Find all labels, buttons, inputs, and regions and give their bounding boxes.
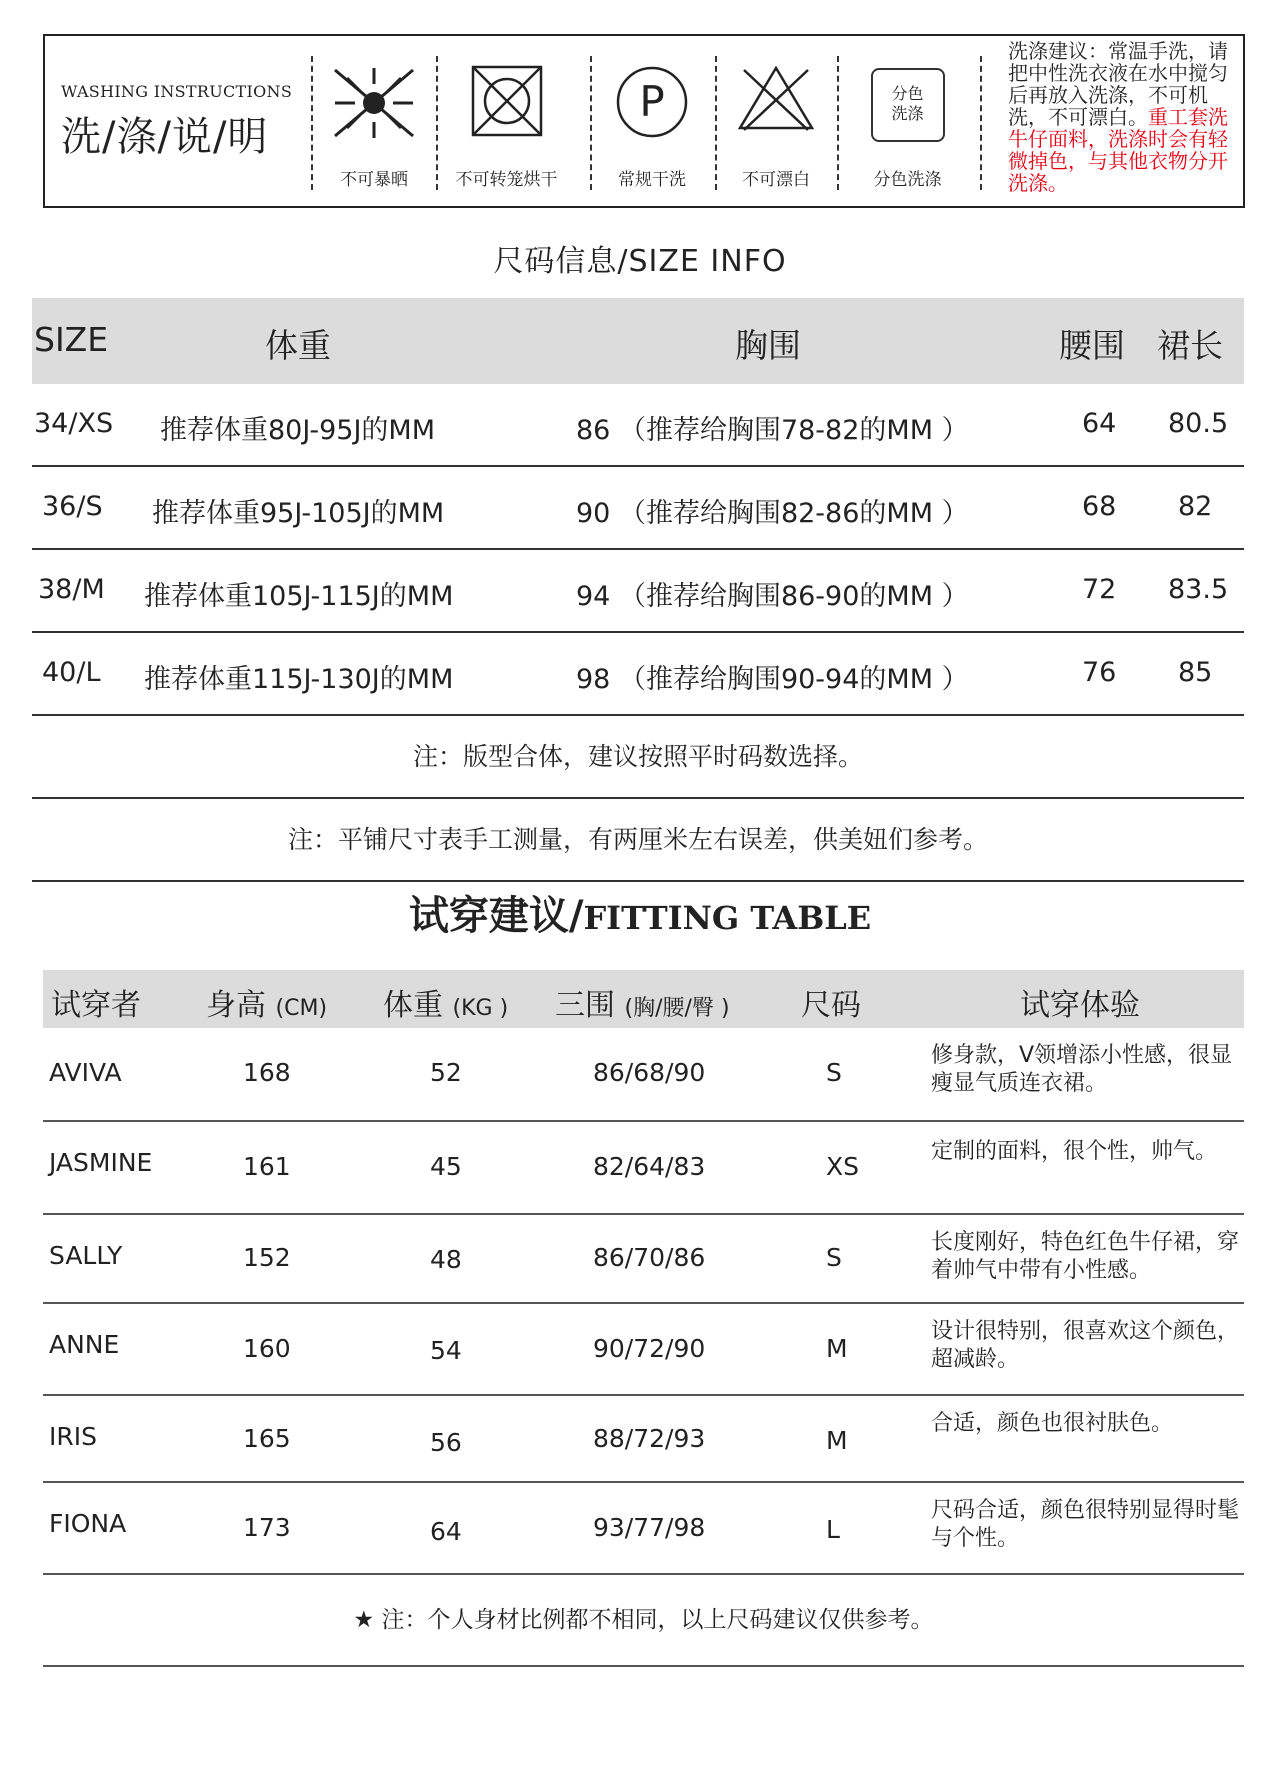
waist-cell: 76 bbox=[1082, 657, 1117, 688]
fitting-title-en: FITTING TABLE bbox=[583, 899, 872, 937]
symbol-no-tumble-dry bbox=[439, 56, 574, 190]
size-cell: 34/XS bbox=[34, 408, 114, 439]
tester-weight: 52 bbox=[430, 1058, 462, 1087]
header-tester: 试穿者 bbox=[51, 988, 141, 1023]
bust-cell: 90 （推荐给胸围82-86的MM ） bbox=[576, 498, 969, 529]
size-cell: 38/M bbox=[38, 574, 105, 605]
divider bbox=[436, 56, 438, 190]
header-height-unit: (CM) bbox=[275, 996, 328, 1021]
tester-experience: 修身款，V领增添小性感，很显瘦显气质连衣裙。 bbox=[931, 1043, 1233, 1096]
tester-name: SALLY bbox=[49, 1241, 123, 1270]
washing-instructions-box bbox=[43, 34, 1245, 208]
tester-height: 173 bbox=[243, 1513, 291, 1542]
tester-measure: 93/77/98 bbox=[593, 1513, 706, 1542]
fitting-row bbox=[43, 1215, 1244, 1304]
dry-clean-p-icon bbox=[614, 64, 690, 140]
tester-measure: 82/64/83 bbox=[593, 1152, 706, 1181]
bust-cell: 94 （推荐给胸围86-90的MM ） bbox=[576, 581, 969, 612]
size-row bbox=[32, 384, 1244, 467]
header-size: SIZE bbox=[34, 320, 109, 359]
symbol-label: 不可漂白 bbox=[742, 170, 810, 190]
tester-height: 152 bbox=[243, 1243, 291, 1272]
fitting-row bbox=[43, 1483, 1244, 1575]
waist-cell: 72 bbox=[1082, 574, 1117, 605]
symbol-label: 常规干洗 bbox=[618, 170, 686, 190]
size-row bbox=[32, 550, 1244, 633]
washing-brand bbox=[61, 82, 301, 162]
symbol-label: 分色洗涤 bbox=[873, 170, 942, 190]
header-weight bbox=[383, 980, 508, 1024]
tester-height: 168 bbox=[243, 1058, 291, 1087]
fitting-row bbox=[43, 1304, 1244, 1396]
fitting-row bbox=[43, 1028, 1244, 1122]
tester-experience: 尺码合适，颜色很特别显得时髦与个性。 bbox=[931, 1498, 1240, 1551]
tester-height: 165 bbox=[243, 1424, 291, 1453]
size-note: 注：版型合体，建议按照平时码数选择。 bbox=[32, 716, 1244, 799]
fitting-title bbox=[0, 884, 1280, 941]
header-measure-label: 三围 bbox=[555, 988, 615, 1023]
bust-cell: 86 （推荐给胸围78-82的MM ） bbox=[576, 415, 969, 446]
divider bbox=[715, 56, 717, 190]
fitting-title-cn: 试穿建议/ bbox=[408, 893, 584, 939]
symbol-separate-wash bbox=[840, 56, 975, 190]
size-info-title: 尺码信息/SIZE INFO bbox=[493, 244, 787, 279]
symbol-no-sun bbox=[315, 56, 433, 190]
tester-measure: 86/70/86 bbox=[593, 1243, 706, 1272]
size-row bbox=[32, 633, 1244, 716]
size-table bbox=[32, 298, 1244, 882]
tester-name: AVIVA bbox=[49, 1058, 122, 1087]
divider bbox=[311, 56, 313, 190]
symbol-no-bleach bbox=[718, 56, 834, 190]
tester-weight: 45 bbox=[430, 1152, 462, 1181]
divider bbox=[837, 56, 839, 190]
tester-name: FIONA bbox=[49, 1509, 127, 1538]
tester-name: JASMINE bbox=[49, 1148, 153, 1177]
header-length: 裙长 bbox=[1157, 326, 1223, 365]
divider bbox=[590, 56, 592, 190]
length-cell: 85 bbox=[1178, 657, 1213, 688]
length-cell: 80.5 bbox=[1168, 408, 1229, 439]
tester-size: M bbox=[826, 1334, 848, 1363]
tester-measure: 86/68/90 bbox=[593, 1058, 706, 1087]
tester-weight: 54 bbox=[430, 1336, 462, 1365]
tester-weight: 56 bbox=[430, 1428, 462, 1457]
size-row bbox=[32, 467, 1244, 550]
header-height-label: 身高 bbox=[206, 988, 266, 1023]
header-measure bbox=[555, 980, 730, 1024]
header-measure-unit: (胸/腰/臀 ) bbox=[624, 996, 730, 1021]
no-sun-icon bbox=[329, 64, 419, 142]
tester-name: IRIS bbox=[49, 1422, 97, 1451]
tester-size: S bbox=[826, 1058, 842, 1087]
fitting-table-header bbox=[43, 970, 1244, 1028]
size-cell: 40/L bbox=[42, 657, 101, 688]
weight-cell: 推荐体重115J-130J的MM bbox=[144, 664, 454, 695]
header-weight-unit: (KG ) bbox=[452, 996, 509, 1021]
tester-measure: 90/72/90 bbox=[593, 1334, 706, 1363]
header-bust: 胸围 bbox=[735, 326, 801, 365]
tester-experience: 合适，颜色也很衬肤色。 bbox=[931, 1411, 1174, 1436]
fitting-note: ★ 注：个人身材比例都不相同，以上尺码建议仅供参考。 bbox=[43, 1575, 1244, 1667]
washing-advice-text: 洗涤建议：常温手洗，请把中性洗衣液在水中搅匀后再放入洗涤，不可机洗，不可漂白。 bbox=[1008, 39, 1228, 129]
tester-weight: 64 bbox=[430, 1517, 462, 1546]
washing-advice-warning: 重工套洗牛仔面料，洗涤时会有轻微掉色，与其他衣物分开洗涤。 bbox=[1008, 105, 1228, 195]
no-bleach-icon bbox=[736, 64, 816, 134]
size-cell: 36/S bbox=[42, 491, 103, 522]
size-note: 注：平铺尺寸表手工测量，有两厘米左右误差，供美妞们参考。 bbox=[32, 799, 1244, 882]
weight-cell: 推荐体重80J-95J的MM bbox=[160, 415, 436, 446]
symbol-label: 不可转笼烘干 bbox=[455, 170, 558, 190]
header-weight: 体重 bbox=[265, 326, 331, 365]
tester-size: S bbox=[826, 1243, 842, 1272]
tester-size: XS bbox=[826, 1152, 859, 1181]
bust-cell: 98 （推荐给胸围90-94的MM ） bbox=[576, 664, 969, 695]
tester-height: 161 bbox=[243, 1152, 291, 1181]
header-height bbox=[206, 980, 327, 1024]
svg-text:P: P bbox=[639, 77, 665, 126]
no-tumble-dry-icon bbox=[470, 64, 544, 138]
fitting-row bbox=[43, 1396, 1244, 1483]
waist-cell: 64 bbox=[1082, 408, 1117, 439]
tester-weight: 48 bbox=[430, 1245, 462, 1274]
tester-measure: 88/72/93 bbox=[593, 1424, 706, 1453]
weight-cell: 推荐体重95J-105J的MM bbox=[152, 498, 445, 529]
washing-title-en: WASHING INSTRUCTIONS bbox=[61, 82, 293, 101]
length-cell: 83.5 bbox=[1168, 574, 1229, 605]
header-weight-label: 体重 bbox=[383, 988, 443, 1023]
weight-cell: 推荐体重105J-115J的MM bbox=[144, 581, 454, 612]
tester-name: ANNE bbox=[49, 1330, 120, 1359]
washing-title-cn: 洗/涤/说/明 bbox=[61, 114, 269, 160]
divider bbox=[980, 56, 982, 190]
size-table-header bbox=[32, 298, 1244, 384]
header-waist: 腰围 bbox=[1059, 326, 1125, 365]
tester-height: 160 bbox=[243, 1334, 291, 1363]
tester-size: L bbox=[826, 1515, 840, 1544]
washing-advice bbox=[1008, 40, 1240, 194]
tester-experience: 设计很特别，很喜欢这个颜色，超减龄。 bbox=[931, 1319, 1240, 1372]
separate-wash-icon: 分色 洗涤 bbox=[871, 68, 945, 142]
header-size: 尺码 bbox=[801, 988, 861, 1023]
tester-size: M bbox=[826, 1426, 848, 1455]
fitting-table bbox=[43, 970, 1244, 1667]
header-experience: 试穿体验 bbox=[1020, 988, 1140, 1023]
waist-cell: 68 bbox=[1082, 491, 1117, 522]
tester-experience: 长度刚好，特色红色牛仔裙，穿着帅气中带有小性感。 bbox=[931, 1230, 1240, 1283]
symbol-dry-clean bbox=[593, 56, 711, 190]
symbol-label: 不可暴晒 bbox=[340, 170, 408, 190]
tester-experience: 定制的面料，很个性，帅气。 bbox=[931, 1139, 1218, 1164]
length-cell: 82 bbox=[1178, 491, 1213, 522]
fitting-row bbox=[43, 1122, 1244, 1215]
